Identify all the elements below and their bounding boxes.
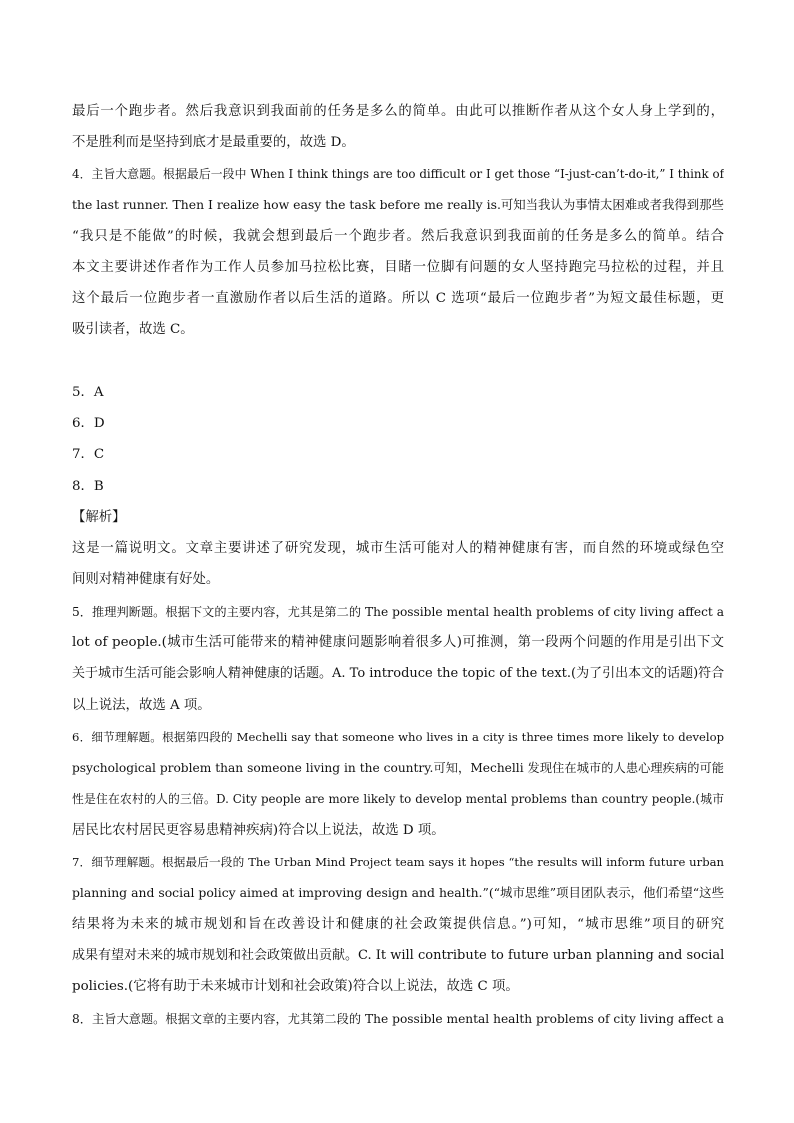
text-line: 不是胜利而是坚持到底才是最重要的，故选 D。 xyxy=(72,135,355,150)
text-line: 关于城市生活可能会影响人精神健康的话题。A. To introduce the topic of the text.(为了引出本文的话题)符合 xyxy=(72,666,724,681)
text-line: 这是一篇说明文。文章主要讲述了研究发现，城市生活可能对人的精神健康有害，而自然的环境或绿色空 xyxy=(72,541,724,556)
text-line: 吸引读者，故选 C。 xyxy=(72,322,194,337)
answer-item: 6．D xyxy=(72,416,105,431)
text-line: policies.(它将有助于未来城市计划和社会政策)符合以上说法，故选 C 项。 xyxy=(72,979,519,994)
answer-item: 8．B xyxy=(72,479,104,494)
text-line: 结果将为未来的城市规划和旨在改善设计和健康的社会政策提供信息。”)可知，“城市思维”项目的研究 xyxy=(72,917,724,932)
text-line: planning and social policy aimed at improving design and health.”(“城市思维”项目团队表示，他们希望“这些 xyxy=(72,885,724,900)
text-line: 居民比农村居民更容易患精神疾病)符合以上说法，故选 D 项。 xyxy=(72,823,445,838)
text-line: psychological problem than someone living in the country.可知，Mechelli 发现住在城市的人患心理疾病的可能 xyxy=(72,761,724,775)
text-line: “我只是不能做”的时候，我就会想到最后一个跑步者。然后我意识到我面前的任务是多么的简单。结合 xyxy=(72,229,724,244)
text-line: 本文主要讲述作者作为工作人员参加马拉松比赛，目睹一位脚有问题的女人坚持跑完马拉松的过程，并且 xyxy=(72,260,724,275)
text-line: 这个最后一位跑步者一直激励作者以后生活的道路。所以 C 选项“最后一位跑步者”为短文最佳标题，更 xyxy=(72,291,724,306)
text-line: 5．推理判断题。根据下文的主要内容，尤其是第二的 The possible mental health problems of city living affect a xyxy=(72,605,724,619)
answer-item: 7．C xyxy=(72,447,105,462)
text-line: 最后一个跑步者。然后我意识到我面前的任务是多么的简单。由此可以推断作者从这个女人身上学到的， xyxy=(72,104,724,119)
text-line: 6．细节理解题。根据第四段的 Mechelli say that someone who lives in a city is three times more likely to develop xyxy=(72,730,724,744)
text-line: 性是住在农村的人的三倍。D. City people are more likely to develop mental problems than country people.(城市 xyxy=(72,792,724,806)
text-line: 成果有望对未来的城市规划和社会政策做出贡献。C. It will contribute to future urban planning and social xyxy=(72,948,724,963)
text-line: 7．细节理解题。根据最后一段的 The Urban Mind Project team says it hopes “the results will inform future urban xyxy=(72,855,724,869)
text-line: the last runner. Then I realize how easy the task before me really is.可知当我认为事情太困难或者我得到那些 xyxy=(72,197,724,212)
text-line: 间则对精神健康有好处。 xyxy=(72,572,220,587)
text-line: 以上说法，故选 A 项。 xyxy=(72,698,211,713)
text-line: 8．主旨大意题。根据文章的主要内容，尤其第二段的 The possible mental health problems of city living affect a xyxy=(72,1012,724,1026)
text-line: lot of people.(城市生活可能带来的精神健康问题影响着很多人)可推测，第一段两个问题的作用是引出下文 xyxy=(72,635,724,650)
text-line: 4．主旨大意题。根据最后一段中 When I think things are too difficult or I get those “I-just-can’t-do-it,” I think of xyxy=(72,167,724,181)
analysis-heading: 【解析】 xyxy=(72,510,126,525)
answer-item: 5．A xyxy=(72,385,104,400)
